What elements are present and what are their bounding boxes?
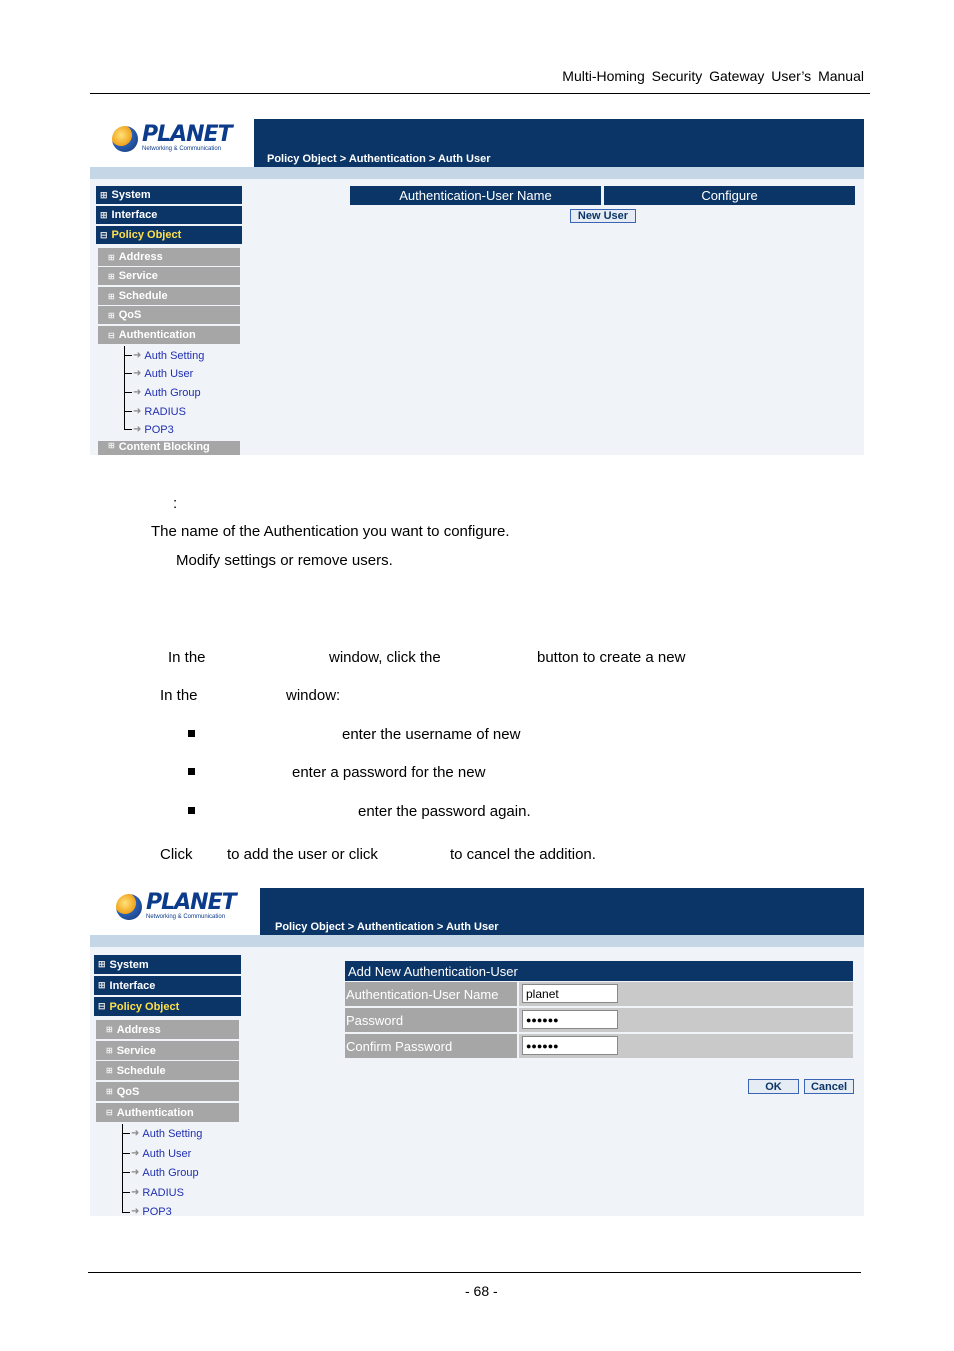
submenu-item-service[interactable] <box>98 267 240 285</box>
breadcrumb: Policy Object > Authentication > Auth User <box>267 153 491 165</box>
arrow-right-icon: ➜ <box>133 424 142 435</box>
brand-tagline: Networking & Communication <box>146 914 226 920</box>
submenu-label: Service <box>118 270 158 282</box>
leaf-label: Auth User <box>142 1147 192 1160</box>
menu-leaf-auth-setting[interactable] <box>131 1125 202 1142</box>
colon-mark: : <box>173 495 178 512</box>
leaf-label: RADIUS <box>144 405 186 418</box>
desc-configure: Modify settings or remove users. <box>176 552 393 569</box>
menu-leaf-auth-setting[interactable] <box>133 347 204 364</box>
brand-name: PLANET <box>142 122 232 147</box>
expand-icon: ⊞ <box>108 441 115 450</box>
collapse-icon: ⊟ <box>98 1001 106 1011</box>
bullet-confirm: enter the password again. <box>358 803 531 820</box>
menu-item-interface[interactable] <box>94 976 241 995</box>
submenu-label: Address <box>118 251 163 263</box>
collapse-icon: ⊟ <box>106 1108 113 1117</box>
field-label: Authentication-User Name <box>345 982 517 1006</box>
arrow-right-icon: ➜ <box>131 1167 140 1178</box>
arrow-right-icon: ➜ <box>133 387 142 398</box>
menu-item-policy-object[interactable] <box>94 997 241 1016</box>
tree-branch <box>124 411 132 412</box>
menu-leaf-radius[interactable] <box>131 1184 184 1201</box>
submenu-item-qos[interactable] <box>98 306 240 324</box>
leaf-label: POP3 <box>144 423 174 436</box>
ok-button[interactable]: OK <box>748 1079 799 1094</box>
step2-part-a: In the <box>160 687 198 704</box>
tree-branch <box>124 429 132 430</box>
leaf-label: RADIUS <box>142 1186 184 1199</box>
bullet-marker <box>188 807 195 814</box>
submenu-item-content-blocking[interactable] <box>98 441 240 455</box>
menu-label: Interface <box>111 209 158 221</box>
submenu-label: Authentication <box>118 329 196 341</box>
arrow-right-icon: ➜ <box>131 1187 140 1198</box>
submenu-label: Service <box>116 1044 156 1057</box>
bullet-password: enter a password for the new <box>292 764 486 781</box>
form-title: Add New Authentication-User <box>345 961 853 981</box>
bullet-username: enter the username of new <box>342 726 521 743</box>
step1-part-b: window, click the <box>329 649 441 666</box>
menu-label: System <box>109 958 149 971</box>
step3-part-b: to add the user or click <box>227 846 378 863</box>
expand-icon: ⊞ <box>106 1046 113 1055</box>
leaf-label: POP3 <box>142 1205 172 1218</box>
expand-icon: ⊞ <box>106 1066 113 1075</box>
menu-item-interface[interactable] <box>96 206 242 224</box>
banner-strip <box>90 167 864 179</box>
password-input[interactable]: ●●●●●● <box>522 1010 618 1029</box>
expand-icon: ⊞ <box>108 252 115 262</box>
field-cell <box>519 982 853 1006</box>
footer-rule <box>88 1272 861 1273</box>
submenu-label: Schedule <box>118 290 168 302</box>
tree-branch <box>122 1192 130 1193</box>
expand-icon: ⊞ <box>100 209 108 220</box>
step1-part-c: button to create a new <box>537 649 686 666</box>
submenu-label: Authentication <box>116 1106 194 1119</box>
bullet-marker <box>188 730 195 737</box>
submenu-item-service[interactable] <box>96 1041 239 1060</box>
submenu-label: Address <box>116 1023 161 1036</box>
screenshot-add-auth-user <box>90 888 864 1216</box>
expand-icon: ⊞ <box>106 1025 113 1034</box>
submenu-item-schedule[interactable] <box>96 1061 239 1080</box>
globe-icon <box>112 126 138 152</box>
menu-label: Interface <box>109 979 156 992</box>
collapse-icon: ⊟ <box>100 229 108 240</box>
desc-user-name: The name of the Authentication you want to configure. <box>151 523 510 540</box>
arrow-right-icon: ➜ <box>133 368 142 379</box>
submenu-item-address[interactable] <box>98 248 240 266</box>
tree-branch <box>122 1212 130 1213</box>
confirm-password-input[interactable]: ●●●●●● <box>522 1036 618 1055</box>
leaf-label: Auth Group <box>142 1166 199 1179</box>
tree-branch <box>124 392 132 393</box>
new-user-button[interactable]: New User <box>570 209 636 223</box>
column-header-user-name: Authentication-User Name <box>350 186 601 205</box>
arrow-right-icon: ➜ <box>131 1128 140 1139</box>
menu-label: Policy Object <box>111 229 182 241</box>
tree-branch <box>122 1172 130 1173</box>
expand-icon: ⊞ <box>106 1087 113 1096</box>
menu-leaf-auth-group[interactable] <box>133 384 201 401</box>
planet-logo <box>112 124 232 153</box>
step2-part-b: window: <box>286 687 341 704</box>
submenu-item-authentication[interactable] <box>96 1103 239 1122</box>
brand-tagline: Networking & Communication <box>142 146 222 152</box>
tree-line <box>122 1124 123 1213</box>
arrow-right-icon: ➜ <box>133 406 142 417</box>
submenu-item-schedule[interactable] <box>98 287 240 305</box>
banner-strip <box>90 935 864 947</box>
user-name-input[interactable]: planet <box>522 984 618 1003</box>
column-header-configure: Configure <box>604 186 855 205</box>
header-rule <box>90 93 870 94</box>
menu-leaf-pop3[interactable] <box>133 421 174 438</box>
planet-logo <box>116 892 236 921</box>
menu-leaf-radius[interactable] <box>133 403 186 420</box>
arrow-right-icon: ➜ <box>131 1148 140 1159</box>
form-row-confirm-password <box>345 1034 853 1058</box>
submenu-item-authentication[interactable] <box>98 326 240 344</box>
field-label: Confirm Password <box>345 1034 517 1058</box>
tree-branch <box>122 1133 130 1134</box>
menu-item-system[interactable] <box>94 955 241 974</box>
menu-item-policy-object[interactable] <box>96 226 242 244</box>
brand-name: PLANET <box>146 890 236 915</box>
bullet-marker <box>188 768 195 775</box>
form-row-user-name <box>345 982 853 1006</box>
expand-icon: ⊞ <box>108 271 115 281</box>
submenu-label: QoS <box>118 309 142 321</box>
form-row-password <box>345 1008 853 1032</box>
menu-leaf-auth-user[interactable] <box>133 365 193 382</box>
expand-icon: ⊞ <box>108 310 115 320</box>
expand-icon: ⊞ <box>108 291 115 301</box>
submenu-item-address[interactable] <box>96 1020 239 1039</box>
globe-icon <box>116 894 142 920</box>
submenu-label: Schedule <box>116 1064 166 1077</box>
collapse-icon: ⊟ <box>108 330 115 340</box>
manual-title: Multi-Homing Security Gateway User’s Manual <box>562 68 864 84</box>
page-number: - 68 - <box>465 1283 498 1299</box>
step3-part-a: Click <box>160 846 193 863</box>
menu-label: Policy Object <box>109 1000 180 1013</box>
field-cell <box>519 1008 853 1032</box>
menu-leaf-pop3[interactable] <box>131 1203 172 1220</box>
tree-branch <box>122 1153 130 1154</box>
submenu-item-qos[interactable] <box>96 1082 239 1101</box>
leaf-label: Auth Group <box>144 386 201 399</box>
leaf-label: Auth Setting <box>142 1127 203 1140</box>
breadcrumb: Policy Object > Authentication > Auth User <box>275 921 499 933</box>
submenu-label: Content Blocking <box>118 441 210 453</box>
step3-part-c: to cancel the addition. <box>450 846 596 863</box>
field-cell <box>519 1034 853 1058</box>
expand-icon: ⊞ <box>98 980 106 990</box>
leaf-label: Auth User <box>144 367 194 380</box>
tree-branch <box>124 373 132 374</box>
field-label: Password <box>345 1008 517 1032</box>
arrow-right-icon: ➜ <box>131 1206 140 1217</box>
arrow-right-icon: ➜ <box>133 350 142 361</box>
step1-part-a: In the <box>168 649 206 666</box>
expand-icon: ⊞ <box>98 959 106 969</box>
tree-branch <box>124 355 132 356</box>
submenu-label: QoS <box>116 1085 140 1098</box>
menu-leaf-auth-user[interactable] <box>131 1145 191 1162</box>
leaf-label: Auth Setting <box>144 349 205 362</box>
menu-item-system[interactable] <box>96 186 242 204</box>
screenshot-auth-user-list <box>90 119 864 455</box>
expand-icon: ⊞ <box>100 189 108 200</box>
tree-line <box>124 346 125 430</box>
menu-leaf-auth-group[interactable] <box>131 1164 199 1181</box>
menu-label: System <box>111 189 151 201</box>
cancel-button[interactable]: Cancel <box>804 1079 854 1094</box>
